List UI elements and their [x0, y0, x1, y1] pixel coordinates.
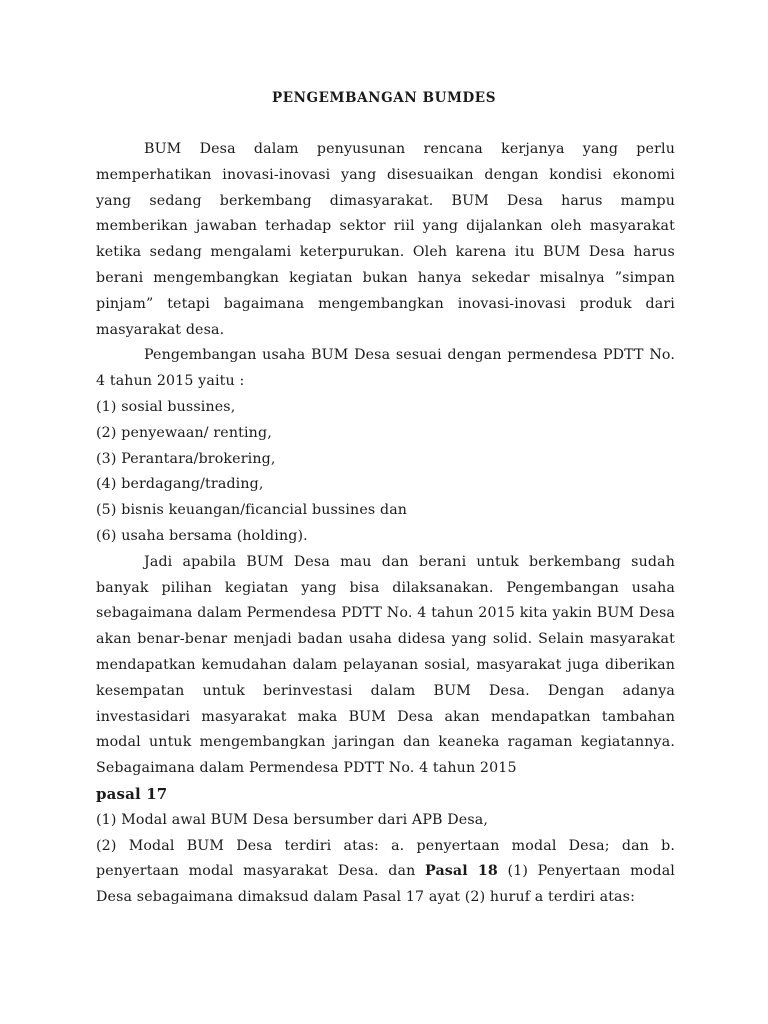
list-item: (6) usaha bersama (holding).	[96, 527, 308, 544]
pasal-18-item-1-continued: Desa sebagaimana dimaksud dalam Pasal 17 ayat (2) huruf a terdiri atas:	[96, 889, 636, 906]
pasal-17-item-2: (2) Modal BUM Desa terdiri atas: a. penyertaan modal Desa; dan b.	[96, 837, 675, 854]
list-item: (3) Perantara/brokering,	[96, 450, 276, 467]
pasal-17-item-1: (1) Modal awal BUM Desa bersumber dari APB Desa,	[96, 811, 489, 828]
business-type-list	[96, 395, 675, 550]
document-body	[96, 137, 675, 911]
pasal-17-heading: pasal 17	[96, 784, 168, 803]
list-item: (5) bisnis keuangan/ficancial bussines dan	[96, 502, 408, 519]
pasal-18-label: Pasal 18	[425, 863, 498, 880]
paragraph-pengembangan-usaha: Pengembangan usaha BUM Desa sesuai dengan permendesa PDTT No. 4 tahun 2015 yaitu :	[96, 347, 675, 390]
list-item: (4) berdagang/trading,	[96, 476, 264, 493]
pasal-18-item-1-text: (1) Penyertaan modal	[497, 863, 675, 880]
pasal-17-item-2-continued	[96, 859, 675, 885]
paragraph-jadi-apabila: Jadi apabila BUM Desa mau dan berani untuk berkembang sudah banyak pilihan kegiatan yang bisa dilaksanakan. Pengembangan usaha sebagaimana dalam Permendesa PDTT No. 4 tahun 2015 kita yakin BUM Desa akan benar-benar menjadi badan usaha didesa yang solid. Selain masyarakat mendapatkan kemudahan dalam pelayanan sosial, masyarakat juga diberikan kesempatan untuk berinvestasi dalam BUM Desa. Dengan adanya investasidari masyarakat maka BUM Desa akan mendapatkan tambahan modal untuk mengembangkan jaringan dan keaneka ragaman kegiatannya. Sebagaimana dalam Permendesa PDTT No. 4 tahun 2015	[96, 553, 675, 777]
list-item: (2) penyewaan/ renting,	[96, 424, 272, 441]
paragraph-bum-desa-intro: BUM Desa dalam penyusunan rencana kerjanya yang perlu memperhatikan inovasi-inovasi yang disesuaikan dengan kondisi ekonomi yang sedang berkembang dimasyarakat. BUM Desa harus mampu memberikan jawaban terhadap sektor riil yang dijalankan oleh masyarakat ketika sedang mengalami keterpurukan. Oleh karena itu BUM Desa harus berani mengembangkan kegiatan bukan hanya sekedar misalnya ”simpan pinjam” tetapi bagaimana mengembangkan inovasi-inovasi produk dari masyarakat desa.	[96, 141, 675, 338]
document-title: PENGEMBANGAN BUMDES	[271, 90, 497, 106]
list-item: (1) sosial bussines,	[96, 398, 236, 415]
pasal-17-item-2-text: penyertaan modal masyarakat Desa. dan	[96, 863, 426, 880]
